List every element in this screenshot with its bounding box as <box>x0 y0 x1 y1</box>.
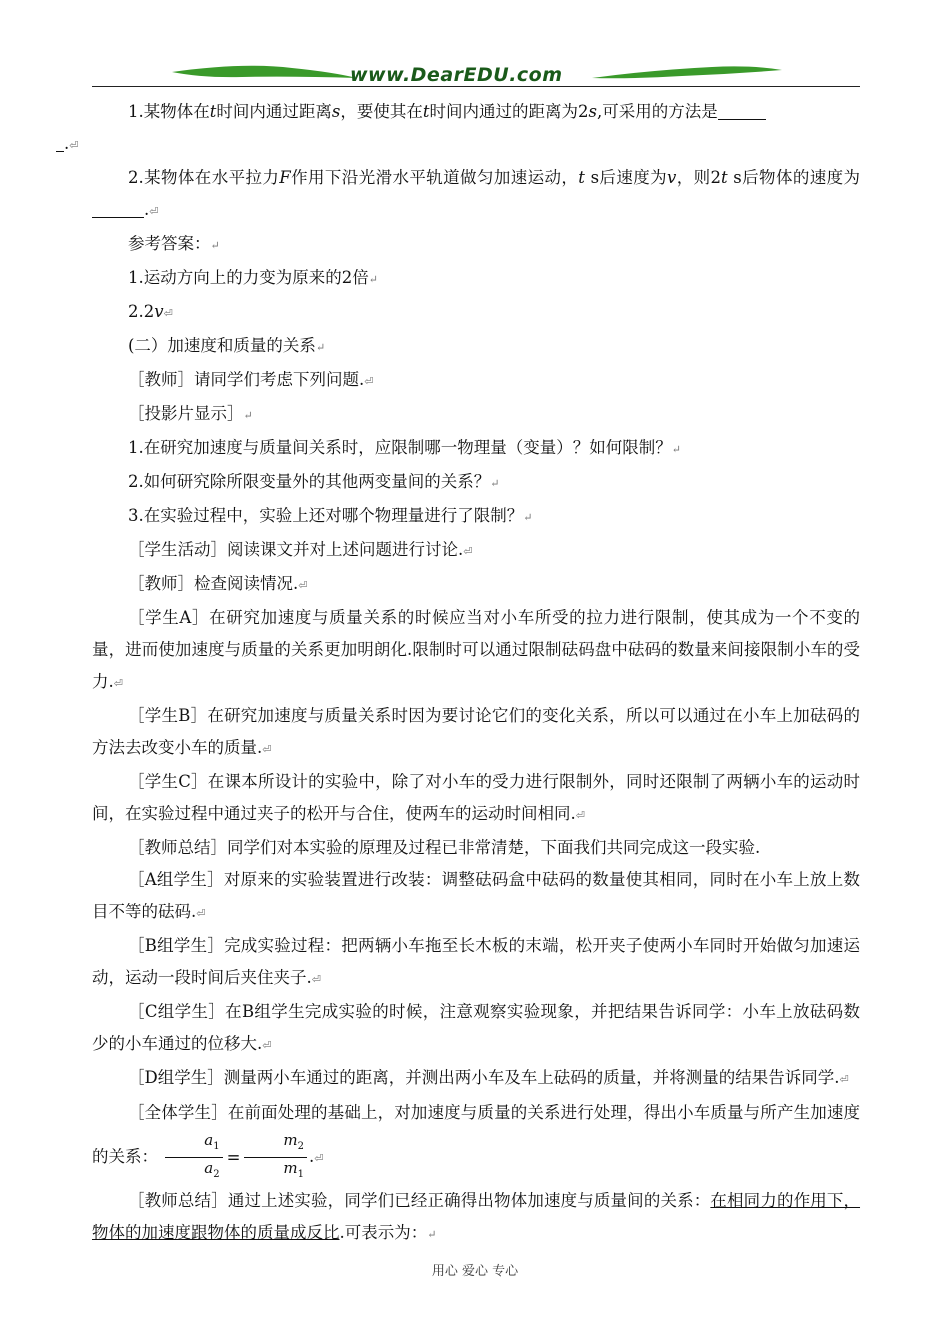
slide-question-2: 2.如何研究除所限变量外的其他两变量间的关系？↵ <box>128 472 500 491</box>
group-c: ［C组学生］在B组学生完成实验的时候，注意观察实验现象，并把结果告诉同学：小车上放砝码数少的小车通过的位移大.⏎ <box>92 1002 860 1053</box>
student-b: ［学生B］在研究加速度与质量关系时因为要讨论它们的变化关系，所以可以通过在小车上加砝码的方法去改变小车的质量.⏎ <box>92 706 860 757</box>
answer-blank <box>92 199 144 218</box>
student-a: ［学生A］在研究加速度与质量关系的时候应当对小车所受的拉力进行限制，使其成为一个不变的量，进而使加速度与质量的关系更加明朗化.限制时可以通过限制砝码盘中砝码的数量来间接限制小车的受力.⏎ <box>92 608 860 691</box>
key-conclusion: 在相同力的作用下，物体的加速度跟物体的质量成反比 <box>92 1191 861 1242</box>
fraction-m2-m1: $\frac{m_2}{m_1}$ <box>244 1130 307 1185</box>
page-footer: 用心 爱心 专心 <box>431 1264 519 1279</box>
slide-question-1: 1.在研究加速度与质量间关系时，应限制哪一物理量（变量）？如何限制？↵ <box>128 438 681 457</box>
header-divider <box>92 86 860 87</box>
teacher-check: ［教师］检查阅读情况.⏎ <box>128 574 308 593</box>
teacher-summary-1: ［教师总结］同学们对本实验的原理及过程已非常清楚，下面我们共同完成这一段实验. <box>128 838 761 857</box>
group-a: ［A组学生］对原来的实验装置进行改装：调整砝码盒中砝码的数量使其相同，同时在小车上放上数目不等的砝码.⏎ <box>92 870 860 921</box>
answer-title: 参考答案：↵ <box>128 234 220 253</box>
student-activity: ［学生活动］阅读课文并对上述问题进行讨论.⏎ <box>128 540 473 559</box>
site-logo-text: www.DearEDU.com <box>350 64 563 86</box>
student-c: ［学生C］在课本所设计的实验中，除了对小车的受力进行限制外，同时还限制了两辆小车的运动时间，在实验过程中通过夹子的松开与合住，使两车的运动时间相同.⏎ <box>92 772 860 823</box>
slide-label: ［投影片显示］↵ <box>128 404 253 423</box>
answer-1: 1.运动方向上的力变为原来的2倍↵ <box>128 268 378 287</box>
question-1: 1.某物体在t时间内通过距离s，要使其在t时间内通过的距离为2s,可采用的方法是 .⏎ <box>92 96 860 162</box>
question-2: 2.某物体在水平拉力F作用下沿光滑水平轨道做匀加速运动，t s后速度为v，则2t s后物体的速度为.⏎ <box>92 162 860 228</box>
group-d: ［D组学生］测量两小车通过的距离，并测出两小车及车上砝码的质量，并将测量的结果告诉同学.⏎ <box>128 1068 849 1087</box>
section-heading: (二）加速度和质量的关系↵ <box>128 336 326 355</box>
teacher-line: ［教师］请同学们考虑下列问题.⏎ <box>128 370 374 389</box>
group-b: ［B组学生］完成实验过程：把两辆小车拖至长木板的末端，松开夹子使两小车同时开始做匀加速运动，运动一段时间后夹住夹子.⏎ <box>92 936 860 987</box>
answer-blank <box>718 101 766 120</box>
fraction-a1-a2: $\frac{a_1}{a_2}$ <box>165 1130 222 1185</box>
document-body <box>64 96 861 1251</box>
answer-2: 2.2v⏎ <box>128 302 173 321</box>
slide-question-3: 3.在实验过程中，实验上还对哪个物理量进行了限制？↵ <box>128 506 533 525</box>
teacher-summary-2: ［教师总结］通过上述实验，同学们已经正确得出物体加速度与质量间的关系：在相同力的作用下，物体的加速度跟物体的质量成反比.可表示为：↵ <box>92 1191 861 1242</box>
all-students: ［全体学生］在前面处理的基础上，对加速度与质量的关系进行处理，得出小车质量与所产生加速度的关系： $\frac{a_1}{a_2}$ = $\frac{m_2}{m_1}$ .⏎ <box>92 1096 860 1185</box>
